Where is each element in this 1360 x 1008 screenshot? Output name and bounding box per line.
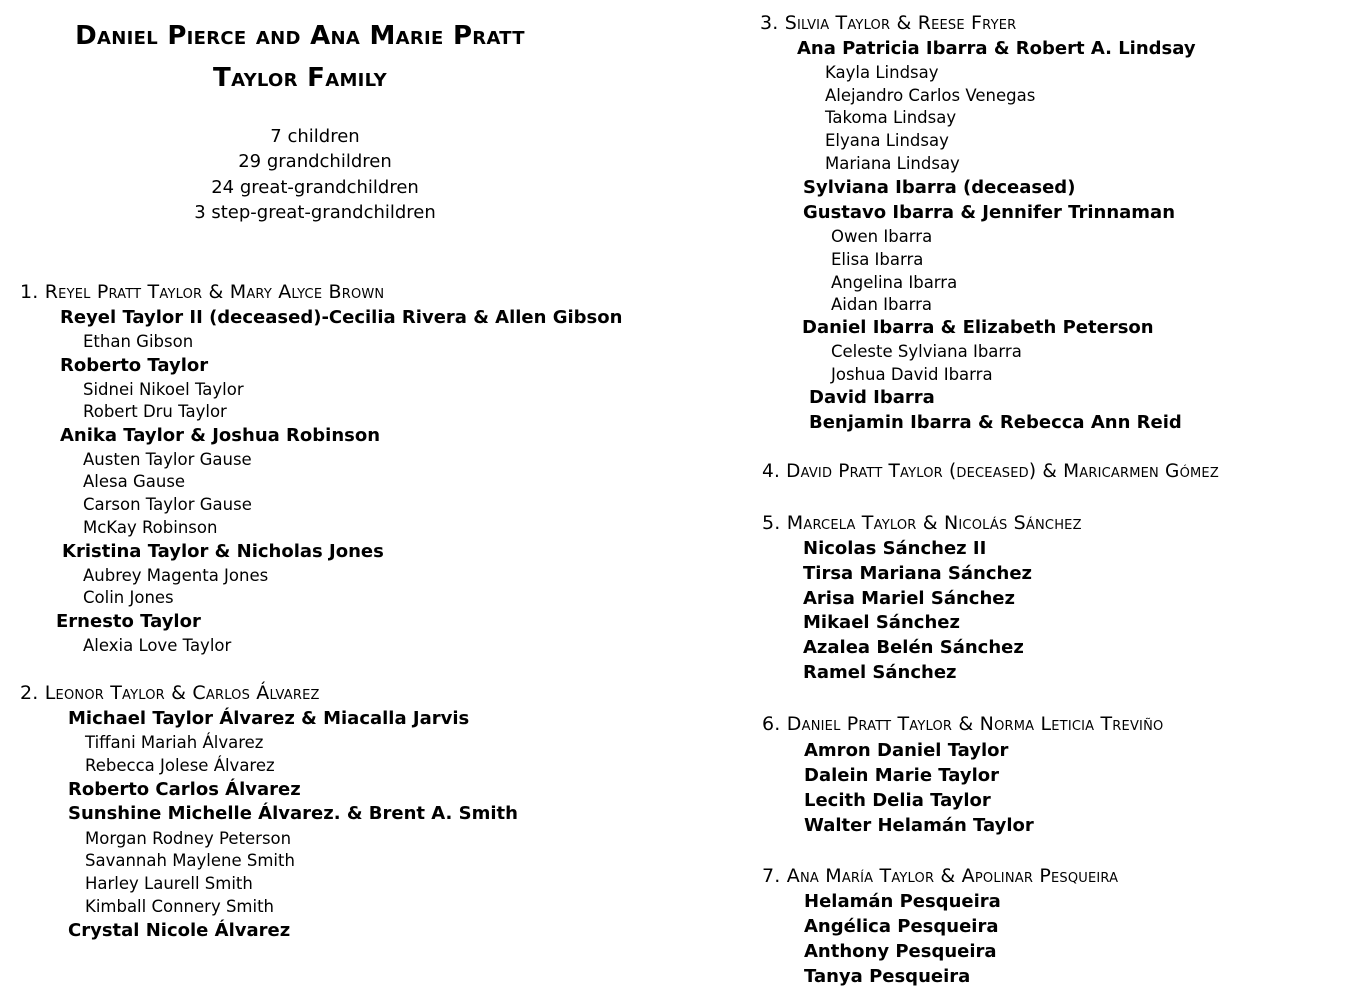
- child-name: Angélica Pesqueira: [804, 916, 999, 937]
- child-name: Ana Patricia Ibarra & Robert A. Lindsay: [797, 38, 1196, 59]
- grandchild-name: Elyana Lindsay: [825, 131, 949, 150]
- title-line-1: Daniel Pierce and Ana Marie Pratt: [75, 21, 525, 51]
- summary-grandchildren: 29 grandchildren: [238, 151, 392, 173]
- grandchild-name: Harley Laurell Smith: [85, 874, 253, 893]
- document-title-2: [0, 57, 600, 99]
- grandchild-name: Kimball Connery Smith: [85, 897, 275, 916]
- grandchild-name: Savannah Maylene Smith: [85, 851, 295, 870]
- grandchild-name: Rebecca Jolese Álvarez: [85, 756, 275, 775]
- child-name: Ernesto Taylor: [56, 611, 201, 632]
- grandchild-name: Kayla Lindsay: [825, 63, 939, 82]
- child-name: Michael Taylor Álvarez & Miacalla Jarvis: [68, 708, 470, 729]
- child-name: Sylviana Ibarra (deceased): [803, 177, 1076, 198]
- grandchild-name: Robert Dru Taylor: [83, 402, 227, 421]
- child-name: Amron Daniel Taylor: [804, 740, 1009, 761]
- grandchild-name: Alejandro Carlos Venegas: [825, 86, 1036, 105]
- grandchild-name: Aubrey Magenta Jones: [83, 566, 269, 585]
- child-name: Ramel Sánchez: [803, 662, 957, 683]
- child-name: Dalein Marie Taylor: [804, 765, 999, 786]
- child-name: Walter Helamán Taylor: [804, 815, 1034, 836]
- child-name: David Ibarra: [809, 387, 935, 408]
- child-name: Roberto Carlos Álvarez: [68, 779, 301, 800]
- grandchild-name: Alexia Love Taylor: [83, 636, 232, 655]
- grandchild-name: Austen Taylor Gause: [83, 450, 252, 469]
- grandchild-name: Takoma Lindsay: [825, 108, 957, 127]
- grandchild-name: Colin Jones: [83, 588, 174, 607]
- child-name: Daniel Ibarra & Elizabeth Peterson: [802, 317, 1154, 338]
- family-heading: 3. Silvia Taylor & Reese Fryer: [760, 12, 1017, 34]
- grandchild-name: Tiffani Mariah Álvarez: [85, 733, 264, 752]
- child-name: Lecith Delia Taylor: [804, 790, 991, 811]
- grandchild-name: Aidan Ibarra: [831, 295, 932, 314]
- grandchild-name: Sidnei Nikoel Taylor: [83, 380, 244, 399]
- child-name: Crystal Nicole Álvarez: [68, 920, 291, 941]
- grandchild-name: Elisa Ibarra: [831, 250, 924, 269]
- grandchild-name: Alesa Gause: [83, 472, 186, 491]
- child-name: Anika Taylor & Joshua Robinson: [60, 425, 381, 446]
- family-heading: 7. Ana María Taylor & Apolinar Pesqueira: [762, 865, 1119, 887]
- title-line-2: Taylor Family: [213, 63, 387, 93]
- grandchild-name: McKay Robinson: [83, 518, 218, 537]
- grandchild-name: Mariana Lindsay: [825, 154, 960, 173]
- child-name: Helamán Pesqueira: [804, 891, 1001, 912]
- child-name: Reyel Taylor II (deceased)-Cecilia Rivera & Allen Gibson: [60, 307, 623, 328]
- child-name: Tanya Pesqueira: [804, 966, 971, 987]
- summary-great-grandchildren: 24 great-grandchildren: [211, 176, 419, 198]
- grandchild-name: Celeste Sylviana Ibarra: [831, 342, 1022, 361]
- child-name: Anthony Pesqueira: [804, 941, 997, 962]
- summary-step-great-grandchildren: 3 step-great-grandchildren: [194, 201, 436, 223]
- child-name: Kristina Taylor & Nicholas Jones: [62, 541, 384, 562]
- family-heading: 6. Daniel Pratt Taylor & Norma Leticia Treviño: [762, 713, 1164, 735]
- family-heading: 4. David Pratt Taylor (deceased) & Maricarmen Gómez: [762, 461, 1219, 482]
- grandchild-name: Joshua David Ibarra: [831, 365, 993, 384]
- grandchild-name: Carson Taylor Gause: [83, 495, 252, 514]
- child-name: Sunshine Michelle Álvarez. & Brent A. Smith: [68, 803, 518, 824]
- child-name: Mikael Sánchez: [803, 612, 960, 633]
- family-heading: 1. Reyel Pratt Taylor & Mary Alyce Brown: [20, 281, 385, 303]
- grandchild-name: Owen Ibarra: [831, 227, 933, 246]
- family-heading: 2. Leonor Taylor & Carlos Álvarez: [20, 682, 320, 704]
- child-name: Gustavo Ibarra & Jennifer Trinnaman: [803, 202, 1176, 223]
- child-name: Arisa Mariel Sánchez: [803, 588, 1015, 609]
- grandchild-name: Morgan Rodney Peterson: [85, 829, 292, 848]
- grandchild-name: Angelina Ibarra: [831, 273, 958, 292]
- child-name: Benjamin Ibarra & Rebecca Ann Reid: [809, 412, 1182, 433]
- child-name: Tirsa Mariana Sánchez: [803, 563, 1033, 584]
- family-heading: 5. Marcela Taylor & Nicolás Sánchez: [762, 512, 1082, 534]
- family-summary: [0, 124, 630, 225]
- child-name: Roberto Taylor: [60, 355, 209, 376]
- summary-children: 7 children: [270, 126, 360, 147]
- grandchild-name: Ethan Gibson: [83, 332, 194, 351]
- child-name: Nicolas Sánchez II: [803, 538, 987, 559]
- document-title: [0, 15, 600, 57]
- child-name: Azalea Belén Sánchez: [803, 637, 1024, 658]
